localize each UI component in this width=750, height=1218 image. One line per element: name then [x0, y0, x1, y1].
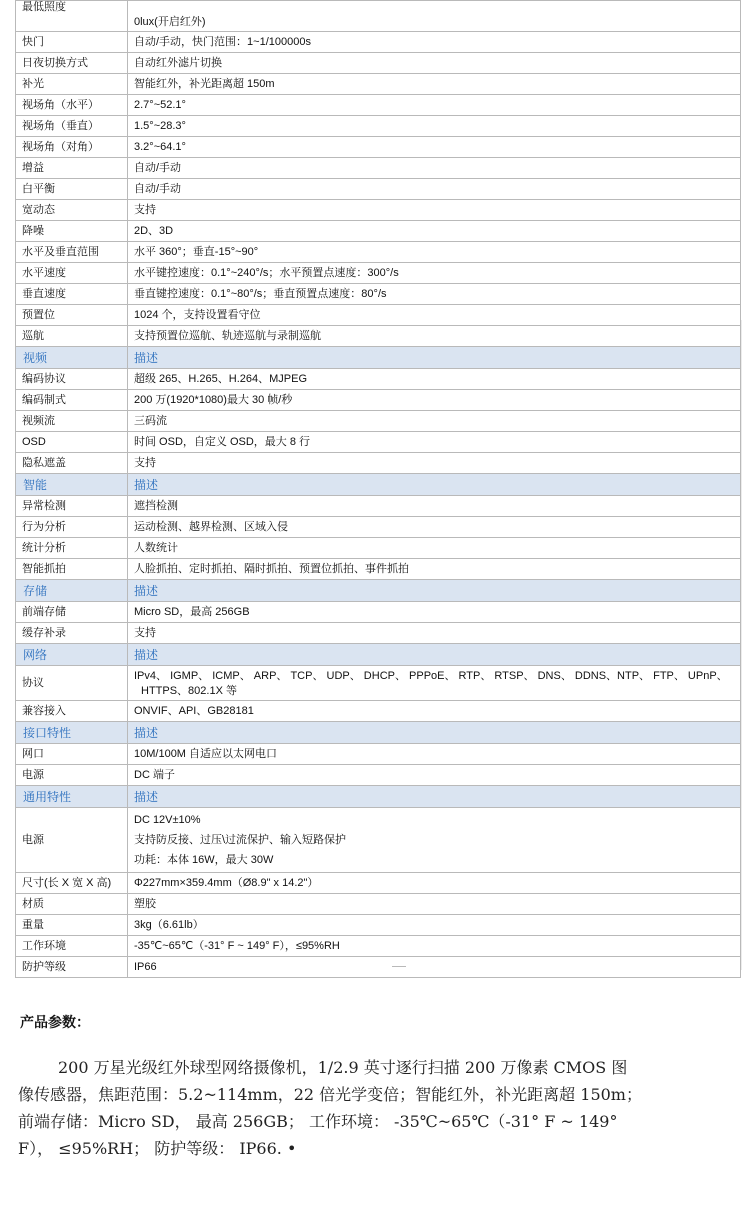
spec-value: 自动红外滤片切换 — [128, 53, 741, 74]
spec-table-body — [16, 1, 741, 978]
spec-key: 视场角（对角） — [16, 137, 128, 158]
section-title: 接口特性 — [16, 722, 128, 744]
spec-row — [16, 453, 741, 474]
spec-key: 电源 — [16, 765, 128, 786]
section-header-row — [16, 644, 741, 666]
spec-row — [16, 894, 741, 915]
spec-value: 水平 360°；垂直-15°~90° — [128, 242, 741, 263]
spec-value: 2.7°~52.1° — [128, 95, 741, 116]
spec-key: 异常检测 — [16, 496, 128, 517]
spec-row — [16, 411, 741, 432]
section-header-row — [16, 474, 741, 496]
spec-row — [16, 326, 741, 347]
spec-value: -35℃~65℃（-31° F ~ 149° F），≤95%RH — [128, 936, 741, 957]
spec-row — [16, 242, 741, 263]
spec-key: 前端存储 — [16, 602, 128, 623]
description-line: F）， ≤95%RH； 防护等级： IP66. • — [18, 1139, 297, 1158]
spec-row — [16, 32, 741, 53]
spec-key: 编码协议 — [16, 369, 128, 390]
table-end-marker — [392, 966, 406, 973]
spec-value: 3kg（6.61lb） — [128, 915, 741, 936]
spec-value: 自动/手动，快门范围：1~1/100000s — [128, 32, 741, 53]
spec-value-line: 支持防反接、过压\过流保护、输入短路保护 — [134, 834, 347, 846]
spec-row — [16, 137, 741, 158]
section-header-row — [16, 722, 741, 744]
section-description-label: 描述 — [128, 786, 741, 808]
spec-key: 编码制式 — [16, 390, 128, 411]
section-description-label: 描述 — [128, 644, 741, 666]
spec-row — [16, 221, 741, 242]
section-header-row — [16, 347, 741, 369]
spec-key: 材质 — [16, 894, 128, 915]
spec-key: 降噪 — [16, 221, 128, 242]
spec-value: 3.2°~64.1° — [128, 137, 741, 158]
spec-value: IP66 — [128, 957, 741, 978]
spec-row — [16, 559, 741, 580]
spec-row — [16, 95, 741, 116]
spec-value: 垂直键控速度：0.1°~80°/s；垂直预置点速度：80°/s — [128, 284, 741, 305]
spec-row — [16, 179, 741, 200]
spec-row — [16, 623, 741, 644]
spec-key: 垂直速度 — [16, 284, 128, 305]
spec-value: 时间 OSD，自定义 OSD，最大 8 行 — [128, 432, 741, 453]
spec-key: 日夜切换方式 — [16, 53, 128, 74]
spec-value: 超级 265、H.265、H.264、MJPEG — [128, 369, 741, 390]
spec-row — [16, 701, 741, 722]
spec-key: 防护等级 — [16, 957, 128, 978]
spec-value: 支持预置位巡航、轨迹巡航与录制巡航 — [128, 326, 741, 347]
spec-value: 0lux(开启红外) — [128, 1, 741, 32]
spec-key: 重量 — [16, 915, 128, 936]
spec-key: 补光 — [16, 74, 128, 95]
spec-value: Φ227mm×359.4mm（Ø8.9" x 14.2"） — [128, 873, 741, 894]
spec-row — [16, 390, 741, 411]
description-line: 200 万星光级红外球型网络摄像机，1/2.9 英寸逐行扫描 200 万像素 CMOS 图 — [58, 1058, 628, 1077]
spec-row — [16, 74, 741, 95]
spec-key: 最低照度 — [16, 1, 128, 32]
spec-key: 增益 — [16, 158, 128, 179]
spec-key: 智能抓拍 — [16, 559, 128, 580]
spec-key: 网口 — [16, 744, 128, 765]
spec-row — [16, 158, 741, 179]
spec-row — [16, 263, 741, 284]
spec-key: 尺寸(长 X 宽 X 高) — [16, 873, 128, 894]
spec-key: 白平衡 — [16, 179, 128, 200]
spec-key: 巡航 — [16, 326, 128, 347]
spec-value: 人数统计 — [128, 538, 741, 559]
spec-value: 1.5°~28.3° — [128, 116, 741, 137]
spec-row — [16, 200, 741, 221]
spec-value: 支持 — [128, 200, 741, 221]
spec-value-line: IPv4、 IGMP、 ICMP、 ARP、 TCP、 UDP、 DHCP、 PPPoE、 RTP、 RTSP、 DNS、 DDNS、NTP、 FTP、 UPnP、 — [134, 670, 728, 682]
section-title: 智能 — [16, 474, 128, 496]
spec-row — [16, 369, 741, 390]
spec-value: 塑胶 — [128, 894, 741, 915]
spec-key: OSD — [16, 432, 128, 453]
spec-value: 自动/手动 — [128, 158, 741, 179]
section-title: 通用特性 — [16, 786, 128, 808]
spec-key: 行为分析 — [16, 517, 128, 538]
spec-value: 1024 个，支持设置看守位 — [128, 305, 741, 326]
spec-value — [128, 808, 741, 873]
spec-row — [16, 666, 741, 701]
spec-value: 200 万(1920*1080)最大 30 帧/秒 — [128, 390, 741, 411]
spec-row — [16, 936, 741, 957]
spec-value: DC 端子 — [128, 765, 741, 786]
spec-value: 自动/手动 — [128, 179, 741, 200]
section-title: 网络 — [16, 644, 128, 666]
spec-value-line: DC 12V±10% — [134, 814, 201, 826]
spec-key: 水平速度 — [16, 263, 128, 284]
spec-key: 隐私遮盖 — [16, 453, 128, 474]
spec-row — [16, 538, 741, 559]
spec-row — [16, 602, 741, 623]
section-header-row — [16, 580, 741, 602]
spec-row — [16, 496, 741, 517]
section-description-label: 描述 — [128, 580, 741, 602]
spec-value: 水平键控速度：0.1°~240°/s；水平预置点速度：300°/s — [128, 263, 741, 284]
spec-value: 运动检测、越界检测、区域入侵 — [128, 517, 741, 538]
spec-value-line: 功耗：本体 16W，最大 30W — [134, 854, 274, 866]
spec-key: 缓存补录 — [16, 623, 128, 644]
spec-value: 2D、3D — [128, 221, 741, 242]
spec-row — [16, 432, 741, 453]
spec-row — [16, 116, 741, 137]
spec-value: ONVIF、API、GB28181 — [128, 701, 741, 722]
spec-row — [16, 305, 741, 326]
spec-row — [16, 1, 741, 32]
spec-key: 视场角（水平） — [16, 95, 128, 116]
spec-value — [128, 666, 741, 701]
spec-value: 三码流 — [128, 411, 741, 432]
spec-row — [16, 765, 741, 786]
section-title: 视频 — [16, 347, 128, 369]
spec-value: 支持 — [128, 453, 741, 474]
spec-key: 快门 — [16, 32, 128, 53]
product-description — [18, 1054, 718, 1162]
spec-row — [16, 915, 741, 936]
spec-row — [16, 53, 741, 74]
description-line: 像传感器，焦距范围：5.2~114mm，22 倍光学变倍；智能红外，补光距离超 150m； — [18, 1085, 642, 1104]
spec-key: 视频流 — [16, 411, 128, 432]
spec-table — [15, 0, 741, 978]
spec-key: 兼容接入 — [16, 701, 128, 722]
spec-value: Micro SD，最高 256GB — [128, 602, 741, 623]
section-description-label: 描述 — [128, 347, 741, 369]
spec-row — [16, 957, 741, 978]
section-header-row — [16, 786, 741, 808]
spec-key: 水平及垂直范围 — [16, 242, 128, 263]
spec-value: 智能红外，补光距离超 150m — [128, 74, 741, 95]
spec-value: 遮挡检测 — [128, 496, 741, 517]
spec-row — [16, 808, 741, 873]
section-description-label: 描述 — [128, 474, 741, 496]
spec-row — [16, 517, 741, 538]
spec-key: 统计分析 — [16, 538, 128, 559]
section-description-label: 描述 — [128, 722, 741, 744]
spec-key: 视场角（垂直） — [16, 116, 128, 137]
spec-row — [16, 284, 741, 305]
spec-row — [16, 873, 741, 894]
section-caption: 产品参数： — [20, 1015, 90, 1031]
spec-value: 人脸抓拍、定时抓拍、隔时抓拍、预置位抓拍、事件抓拍 — [128, 559, 741, 580]
spec-value: 支持 — [128, 623, 741, 644]
spec-key: 电源 — [16, 808, 128, 873]
spec-key: 工作环境 — [16, 936, 128, 957]
page-edge-line — [741, 320, 742, 970]
spec-row — [16, 744, 741, 765]
spec-key: 协议 — [16, 666, 128, 701]
description-line: 前端存储：Micro SD， 最高 256GB； 工作环境： -35℃~65℃（-31° F ~ 149° — [18, 1112, 618, 1131]
spec-key: 预置位 — [16, 305, 128, 326]
spec-value: 10M/100M 自适应以太网电口 — [128, 744, 741, 765]
spec-value-line: HTTPS、802.1X 等 — [141, 685, 237, 697]
section-title: 存储 — [16, 580, 128, 602]
spec-key: 宽动态 — [16, 200, 128, 221]
